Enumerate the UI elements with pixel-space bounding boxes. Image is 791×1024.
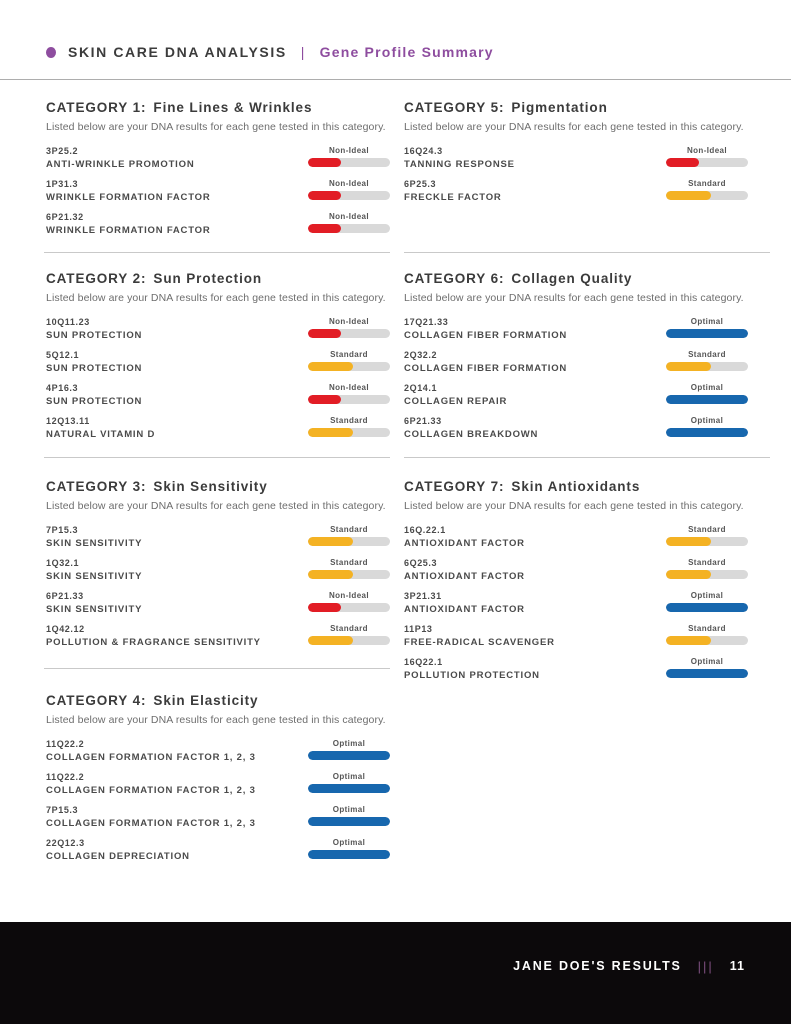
gene-name: POLLUTION PROTECTION [404,670,540,681]
gene-name: ANTIOXIDANT FACTOR [404,604,525,615]
rating-fill [666,669,748,678]
gene-text [46,805,256,830]
gene-name: FRECKLE FACTOR [404,192,502,203]
gene-row [46,350,390,383]
rating-track [308,191,390,200]
rating-label: Optimal [332,772,366,781]
category-heading [404,100,748,116]
category-block [46,100,390,245]
rating-label: Standard [688,179,726,188]
rating-meter [308,739,390,760]
gene-name: SKIN SENSITIVITY [46,604,143,615]
category-heading [46,693,390,709]
rating-track [308,751,390,760]
rating-meter [666,624,748,645]
rating-label: Standard [688,558,726,567]
gene-name: WRINKLE FORMATION FACTOR [46,225,211,236]
rating-meter [308,838,390,859]
gene-row [404,383,748,416]
gene-list [46,146,390,245]
gene-code: 16Q22.1 [404,657,443,667]
category-description: Listed below are your DNA results for each gene tested in this category. [404,500,744,512]
gene-row [46,591,390,624]
gene-text [46,146,194,171]
gene-row [46,525,390,558]
rating-meter [308,212,390,233]
rating-meter [666,525,748,546]
category-block [46,693,390,871]
rating-meter [666,317,748,338]
gene-row [46,805,390,838]
rating-label: Optimal [690,591,724,600]
gene-text [404,383,507,408]
gene-text [46,772,256,797]
gene-name: COLLAGEN DEPRECIATION [46,851,190,862]
rating-fill [666,329,748,338]
category-heading [404,479,748,495]
category-heading [404,271,748,287]
gene-list [404,317,748,449]
gene-name: COLLAGEN REPAIR [404,396,508,407]
rating-track [308,537,390,546]
gene-code: 7P15.3 [46,805,79,815]
title-separator: | [300,44,306,60]
category-heading [46,100,390,116]
category-block [404,271,748,449]
rating-meter [308,350,390,371]
header-divider [0,79,791,80]
gene-name: SUN PROTECTION [46,330,143,341]
rating-label: Non-Ideal [328,212,370,221]
category-description: Listed below are your DNA results for each gene tested in this category. [404,121,744,133]
rating-fill [666,636,711,645]
gene-row [404,146,748,179]
category-number: CATEGORY 2: [46,271,147,286]
rating-label: Optimal [332,838,366,847]
gene-list [404,146,748,212]
rating-label: Standard [330,416,368,425]
gene-code: 1Q32.1 [46,558,80,568]
gene-code: 6P21.33 [404,416,442,426]
rating-label: Standard [330,624,368,633]
gene-code: 11Q22.2 [46,739,85,749]
category-heading [46,479,390,495]
gene-list [46,525,390,657]
category-description: Listed below are your DNA results for each gene tested in this category. [46,500,386,512]
rating-fill [666,362,711,371]
rating-label: Non-Ideal [328,383,370,392]
gene-name: ANTI-WRINKLE PROMOTION [46,159,195,170]
rating-fill [666,570,711,579]
category-description: Listed below are your DNA results for each gene tested in this category. [46,121,386,133]
rating-fill [308,537,353,546]
rating-fill [308,224,341,233]
rating-label: Standard [330,350,368,359]
rating-label: Optimal [690,416,724,425]
category-block [46,479,390,657]
gene-text [46,739,256,764]
rating-track [308,224,390,233]
gene-code: 3P25.2 [46,146,79,156]
rating-fill [308,362,353,371]
category-heading [46,271,390,287]
rating-meter [666,591,748,612]
gene-code: 6P21.32 [46,212,84,222]
gene-text [404,558,525,583]
rating-label: Optimal [690,317,724,326]
report-subtitle: Gene Profile Summary [319,44,494,60]
gene-text [46,525,142,550]
rating-meter [308,772,390,793]
gene-list [404,525,748,690]
rating-fill [308,751,390,760]
gene-row [404,657,748,690]
rating-meter [666,657,748,678]
footer-results-label: JANE DOE'S RESULTS [513,959,682,973]
rating-meter [666,558,748,579]
rating-track [308,428,390,437]
rating-track [666,191,748,200]
gene-code: 2Q32.2 [404,350,438,360]
rating-label: Standard [330,558,368,567]
rating-label: Optimal [690,383,724,392]
category-number: CATEGORY 4: [46,693,147,708]
gene-row [46,739,390,772]
bullet-dot-icon [46,47,56,58]
rating-fill [666,158,699,167]
gene-name: COLLAGEN FORMATION FACTOR 1, 2, 3 [46,752,256,763]
gene-name: POLLUTION & FRAGRANCE SENSITIVITY [46,637,261,648]
rating-meter [308,591,390,612]
section-divider [44,668,390,669]
gene-text [404,525,525,550]
gene-name: ANTIOXIDANT FACTOR [404,538,525,549]
category-block [46,271,390,449]
gene-text [46,558,142,583]
rating-fill [666,603,748,612]
rating-label: Standard [688,350,726,359]
gene-code: 1Q42.12 [46,624,85,634]
gene-row [404,525,748,558]
triple-bar-icon: ||| [697,958,714,974]
gene-text [46,179,211,204]
rating-fill [308,636,353,645]
rating-fill [308,191,341,200]
rating-fill [308,395,341,404]
rating-label: Non-Ideal [328,317,370,326]
rating-meter [308,383,390,404]
category-number: CATEGORY 6: [404,271,505,286]
rating-track [666,395,748,404]
rating-meter [666,146,748,167]
gene-text [404,416,538,441]
rating-meter [308,558,390,579]
page-footer [0,922,791,1024]
gene-row [404,624,748,657]
rating-track [308,784,390,793]
rating-track [308,850,390,859]
gene-name: SKIN SENSITIVITY [46,571,143,582]
category-title: Pigmentation [511,100,608,115]
gene-code: 16Q24.3 [404,146,443,156]
gene-name: COLLAGEN FORMATION FACTOR 1, 2, 3 [46,785,256,796]
gene-row [46,146,390,179]
rating-fill [666,395,748,404]
category-title: Skin Sensitivity [153,479,268,494]
page-header [46,44,494,60]
rating-label: Optimal [332,739,366,748]
gene-name: TANNING RESPONSE [404,159,515,170]
category-description: Listed below are your DNA results for each gene tested in this category. [404,292,744,304]
rating-track [308,817,390,826]
gene-row [46,838,390,871]
rating-label: Standard [688,525,726,534]
gene-text [404,179,502,204]
rating-track [308,603,390,612]
category-title: Skin Elasticity [153,693,259,708]
gene-list [46,739,390,871]
rating-track [666,428,748,437]
gene-row [404,558,748,591]
gene-code: 6P25.3 [404,179,437,189]
gene-code: 10Q11.23 [46,317,90,327]
gene-list [46,317,390,449]
rating-meter [666,383,748,404]
rating-track [666,158,748,167]
rating-meter [308,317,390,338]
category-number: CATEGORY 1: [46,100,147,115]
gene-text [404,624,555,649]
rating-fill [308,784,390,793]
section-divider [404,457,770,458]
gene-row [46,416,390,449]
rating-track [666,329,748,338]
gene-text [46,350,142,375]
gene-text [46,416,155,441]
rating-meter [308,416,390,437]
gene-code: 5Q12.1 [46,350,80,360]
rating-label: Non-Ideal [328,146,370,155]
gene-name: WRINKLE FORMATION FACTOR [46,192,211,203]
gene-row [404,179,748,212]
gene-text [46,317,142,342]
rating-track [308,362,390,371]
rating-label: Standard [330,525,368,534]
section-divider [404,252,770,253]
gene-text [46,591,142,616]
gene-code: 3P21.31 [404,591,442,601]
rating-meter [308,146,390,167]
gene-row [46,383,390,416]
report-title: SKIN CARE DNA ANALYSIS [68,44,287,60]
rating-label: Standard [688,624,726,633]
category-number: CATEGORY 3: [46,479,147,494]
gene-name: SUN PROTECTION [46,363,143,374]
gene-code: 11Q22.2 [46,772,85,782]
category-description: Listed below are your DNA results for each gene tested in this category. [46,292,386,304]
gene-text [46,838,190,863]
category-title: Sun Protection [153,271,263,286]
gene-row [46,772,390,805]
gene-text [46,212,211,237]
rating-track [308,329,390,338]
rating-fill [308,850,390,859]
rating-track [666,669,748,678]
gene-name: FREE-RADICAL SCAVENGER [404,637,555,648]
rating-label: Non-Ideal [328,179,370,188]
gene-text [404,317,567,342]
rating-meter [308,179,390,200]
rating-fill [308,158,341,167]
rating-track [308,570,390,579]
rating-fill [308,570,353,579]
category-title: Collagen Quality [511,271,633,286]
category-title: Skin Antioxidants [511,479,641,494]
rating-track [308,158,390,167]
gene-row [46,212,390,245]
gene-name: COLLAGEN FIBER FORMATION [404,330,568,341]
gene-name: NATURAL VITAMIN D [46,429,156,440]
rating-track [666,636,748,645]
gene-code: 7P15.3 [46,525,79,535]
category-title: Fine Lines & Wrinkles [153,100,313,115]
rating-label: Non-Ideal [686,146,728,155]
rating-meter [308,805,390,826]
gene-row [404,350,748,383]
rating-meter [308,525,390,546]
gene-name: SKIN SENSITIVITY [46,538,143,549]
rating-fill [666,537,711,546]
gene-text [404,146,515,171]
gene-text [404,350,567,375]
gene-text [46,383,142,408]
rating-label: Non-Ideal [328,591,370,600]
rating-meter [666,416,748,437]
rating-track [308,395,390,404]
category-block [404,100,748,212]
rating-fill [666,191,711,200]
rating-track [666,603,748,612]
gene-code: 2Q14.1 [404,383,438,393]
gene-code: 12Q13.11 [46,416,90,426]
rating-meter [666,350,748,371]
rating-meter [666,179,748,200]
gene-row [46,317,390,350]
section-divider [44,252,390,253]
rating-meter [308,624,390,645]
rating-fill [308,817,390,826]
gene-name: ANTIOXIDANT FACTOR [404,571,525,582]
gene-code: 6P21.33 [46,591,84,601]
gene-code: 6Q25.3 [404,558,438,568]
rating-track [666,362,748,371]
gene-code: 11P13 [404,624,433,634]
rating-label: Optimal [332,805,366,814]
rating-track [666,570,748,579]
gene-row [404,416,748,449]
gene-row [46,179,390,212]
rating-track [666,537,748,546]
gene-code: 16Q.22.1 [404,525,446,535]
category-number: CATEGORY 7: [404,479,505,494]
rating-track [308,636,390,645]
gene-row [404,317,748,350]
gene-name: COLLAGEN FORMATION FACTOR 1, 2, 3 [46,818,256,829]
rating-fill [308,603,341,612]
page-number: 11 [729,959,745,973]
section-divider [44,457,390,458]
gene-name: COLLAGEN BREAKDOWN [404,429,539,440]
gene-name: COLLAGEN FIBER FORMATION [404,363,568,374]
gene-name: SUN PROTECTION [46,396,143,407]
gene-row [46,624,390,657]
rating-fill [308,329,341,338]
rating-label: Optimal [690,657,724,666]
gene-code: 17Q21.33 [404,317,449,327]
gene-text [46,624,261,649]
gene-code: 1P31.3 [46,179,79,189]
category-description: Listed below are your DNA results for each gene tested in this category. [46,714,386,726]
gene-text [404,591,525,616]
gene-code: 4P16.3 [46,383,79,393]
gene-row [404,591,748,624]
gene-code: 22Q12.3 [46,838,85,848]
category-number: CATEGORY 5: [404,100,505,115]
rating-fill [666,428,748,437]
rating-fill [308,428,353,437]
gene-row [46,558,390,591]
category-block [404,479,748,690]
gene-text [404,657,540,682]
